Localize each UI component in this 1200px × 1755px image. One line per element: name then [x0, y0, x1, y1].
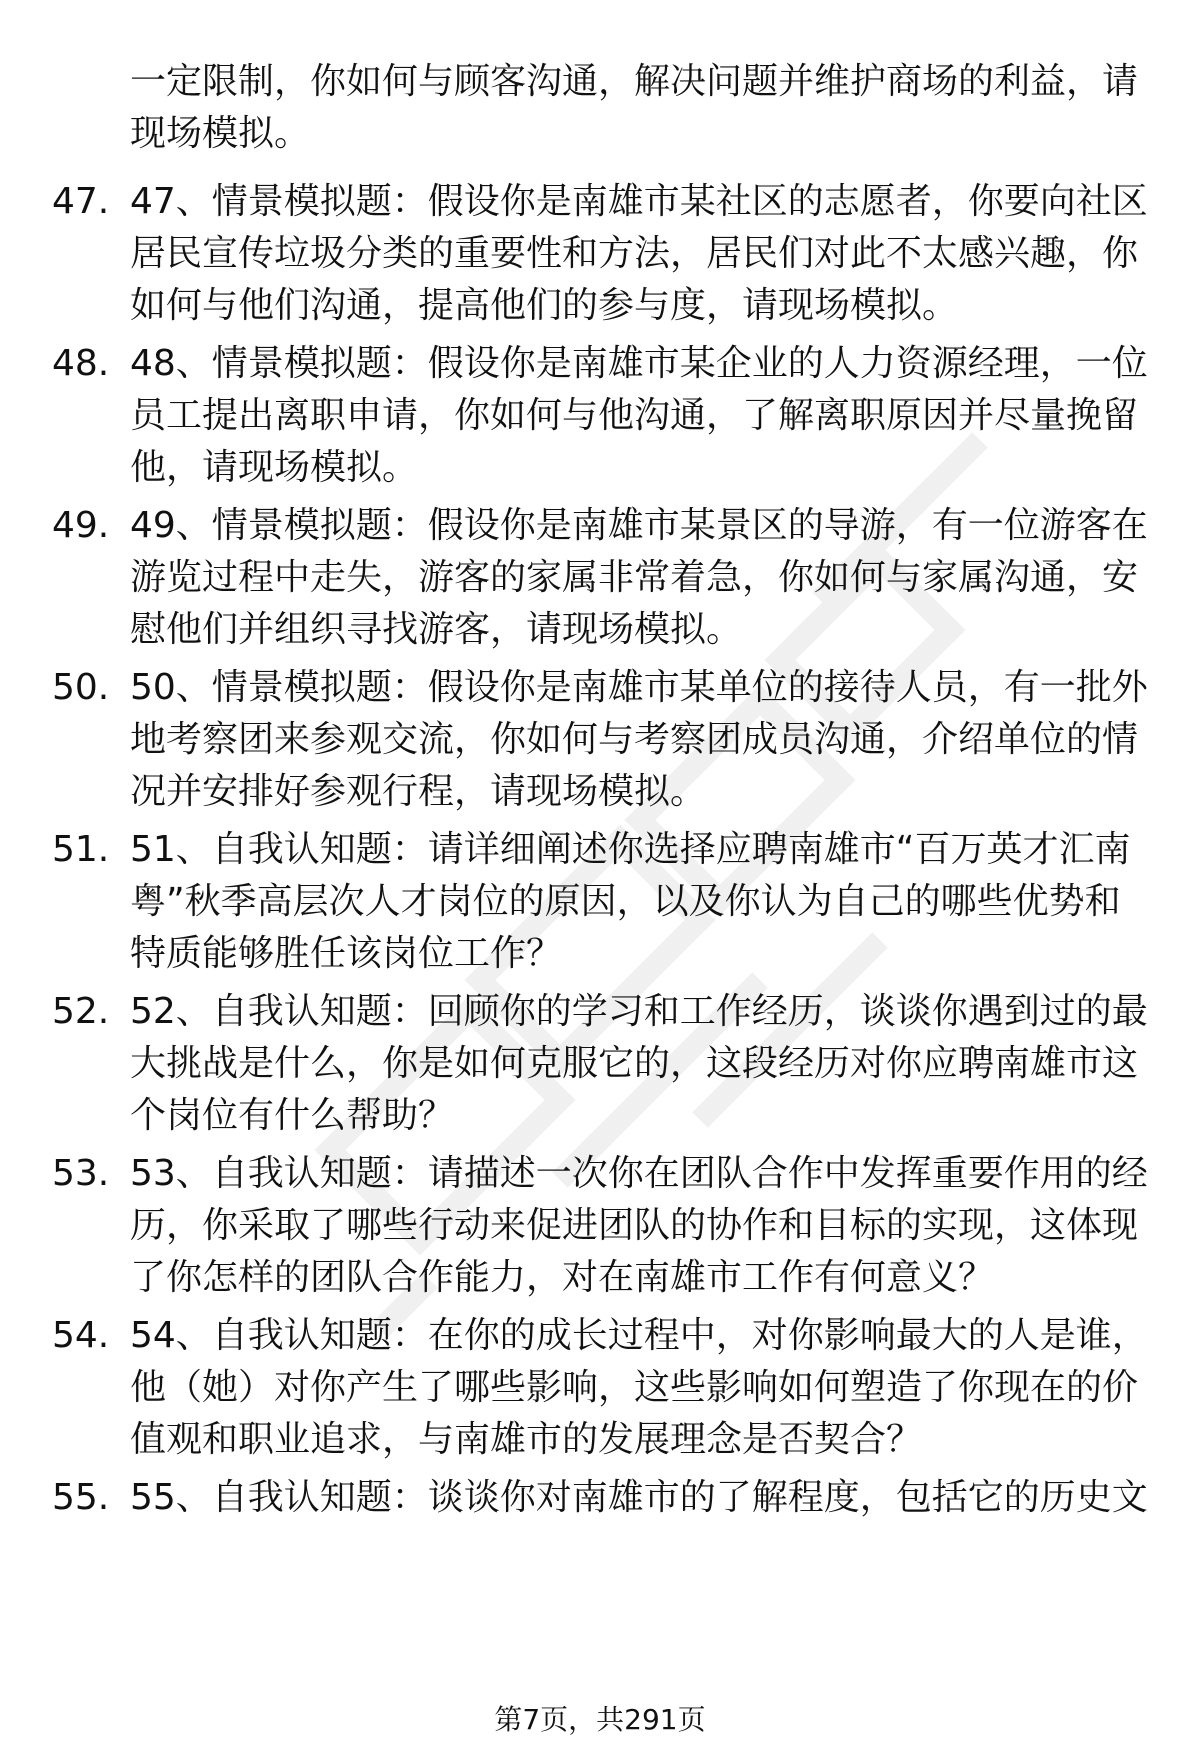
item-number: 48. — [52, 343, 110, 384]
item-text: 55、自我认知题：谈谈你对南雄市的了解程度，包括它的历史文 — [130, 1477, 1148, 1518]
item-number: 49. — [52, 505, 110, 546]
item-number: 55. — [52, 1477, 110, 1518]
page-footer: 第7页，共291页 — [494, 1703, 706, 1736]
item-number: 51. — [52, 829, 110, 870]
item-text: 54、自我认知题：在你的成长过程中，对你影响最大的人是谁，他（她）对你产生了哪些影响，这些影响如何塑造了你现在的价值观和职业追求，与南雄市的发展理念是否契合？ — [130, 1315, 1148, 1460]
item-number: 52. — [52, 991, 110, 1032]
item-number: 54. — [52, 1315, 110, 1356]
continuation-paragraph: 一定限制，你如何与顾客沟通，解决问题并维护商场的利益，请现场模拟。 — [130, 61, 1139, 154]
item-number: 53. — [52, 1153, 110, 1194]
item-text: 50、情景模拟题：假设你是南雄市某单位的接待人员，有一批外地考察团来参观交流，你如何与考察团成员沟通，介绍单位的情况并安排好参观行程，请现场模拟。 — [130, 667, 1148, 812]
item-text: 51、自我认知题：请详细阐述你选择应聘南雄市“百万英才汇南粤”秋季高层次人才岗位的原因，以及你认为自己的哪些优势和特质能够胜任该岗位工作？ — [130, 829, 1131, 974]
item-text: 52、自我认知题：回顾你的学习和工作经历，谈谈你遇到过的最大挑战是什么，你是如何克服它的，这段经历对你应聘南雄市这个岗位有什么帮助？ — [130, 991, 1148, 1136]
item-text: 48、情景模拟题：假设你是南雄市某企业的人力资源经理，一位员工提出离职申请，你如何与他沟通，了解离职原因并尽量挽留他，请现场模拟。 — [130, 343, 1148, 488]
item-number: 50. — [52, 667, 110, 708]
item-number: 47. — [52, 181, 110, 222]
item-text: 47、情景模拟题：假设你是南雄市某社区的志愿者，你要向社区居民宣传垃圾分类的重要性和方法，居民们对此不太感兴趣，你如何与他们沟通，提高他们的参与度，请现场模拟。 — [130, 181, 1148, 326]
item-text: 53、自我认知题：请描述一次你在团队合作中发挥重要作用的经历，你采取了哪些行动来促进团队的协作和目标的实现，这体现了你怎样的团队合作能力，对在南雄市工作有何意义？ — [130, 1153, 1148, 1298]
item-text: 49、情景模拟题：假设你是南雄市某景区的导游，有一位游客在游览过程中走失，游客的家属非常着急，你如何与家属沟通，安慰他们并组织寻找游客，请现场模拟。 — [130, 505, 1148, 650]
